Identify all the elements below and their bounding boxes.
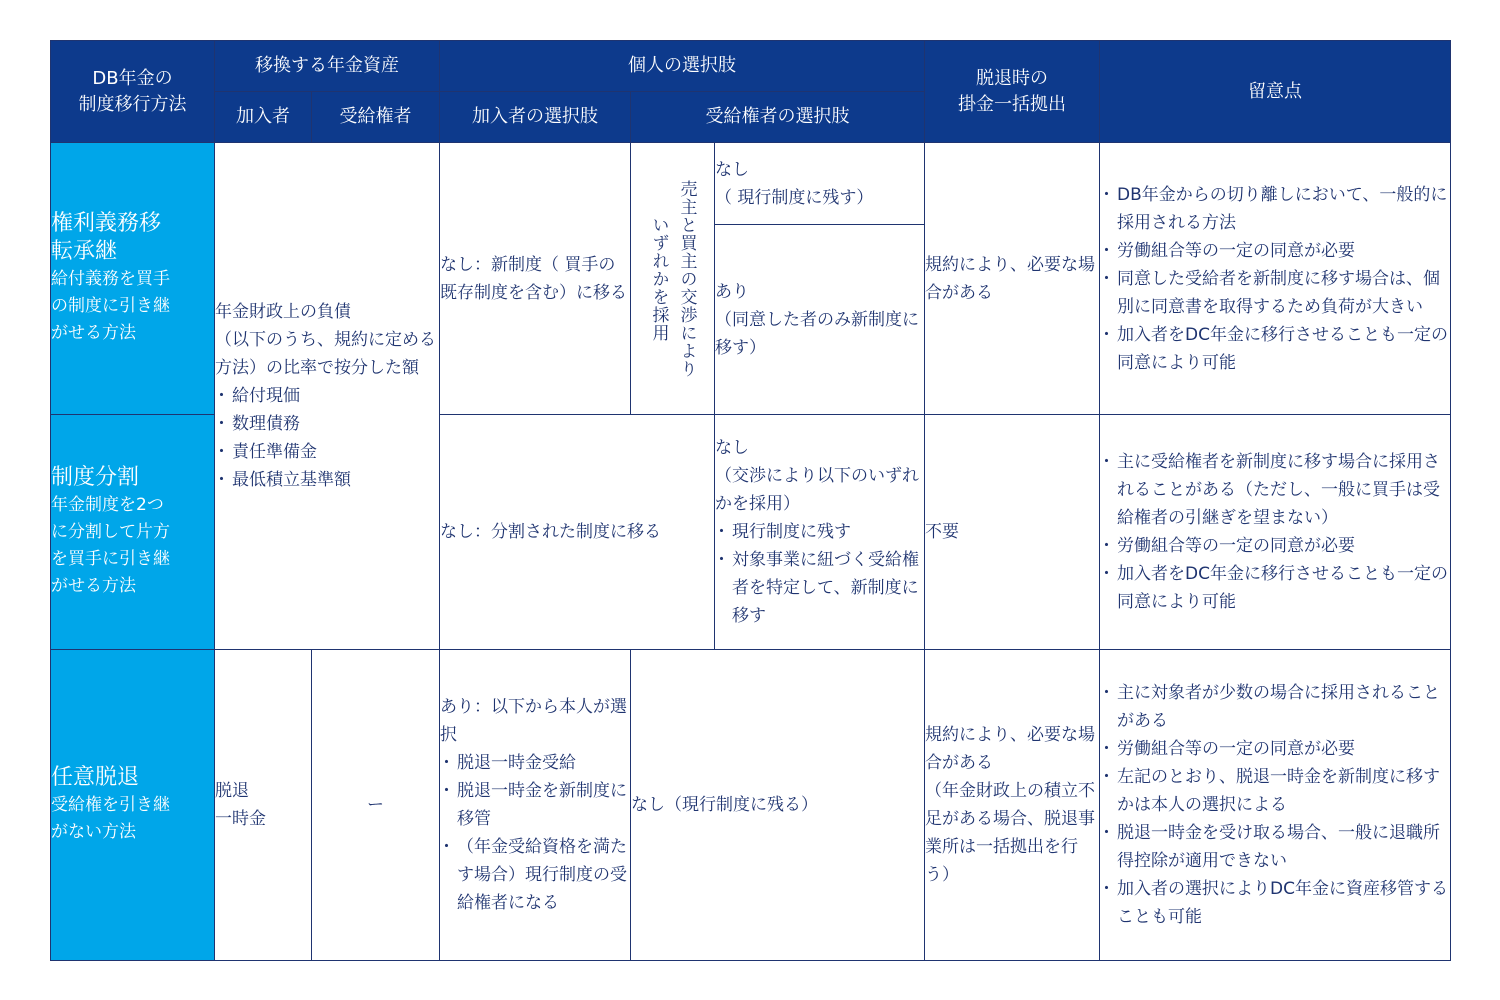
list-item: ・ 労働組合等の一定の同意が必要	[1100, 735, 1450, 763]
header-method: DB年金の 制度移行方法	[51, 41, 215, 143]
method-split	[51, 414, 215, 650]
method-transfer	[51, 143, 215, 415]
list-item: ・ 責任準備金	[215, 438, 439, 466]
assets-text: 年金財政上の負債 （以下のうち、規約に定める方法）の比率で按分した額	[215, 302, 436, 379]
method-split-title: 制度分割	[51, 465, 140, 491]
r3-assets-beneficiary: ー	[312, 650, 440, 961]
method-voluntary-title: 任意脱退	[51, 765, 140, 791]
header-choice-member: 加入者の選択肢	[440, 92, 631, 143]
list-item: ・ 主に受給権者を新制度に移す場合に採用されることがある（ただし、一般に買手は受給権者の引継ぎを望まない）	[1100, 448, 1450, 532]
list-item: ・ 加入者をDC年金に移行させることも一定の同意により可能	[1100, 560, 1450, 616]
method-transfer-title: 権利義務移 転承継	[51, 211, 162, 264]
method-transfer-sub: 給付義務を買手 の制度に引き継 がせる方法	[51, 269, 170, 343]
assets-cell	[215, 143, 440, 650]
r3-notes	[1100, 650, 1451, 961]
method-voluntary	[51, 650, 215, 961]
header-notes: 留意点	[1100, 41, 1451, 143]
r2-notes	[1100, 414, 1451, 650]
r3-withdraw: 規約により、必要な場合がある （年金財政上の積立不足がある場合、脱退事業所は一括拠出を行う）	[925, 650, 1100, 961]
list-item: ・ DB年金からの切り離しにおいて、一般的に採用される方法	[1100, 181, 1450, 237]
r2-member-choice: なし：分割された制度に移る	[440, 414, 715, 650]
r1-notes	[1100, 143, 1451, 415]
r1-withdraw: 規約により、必要な場合がある	[925, 143, 1100, 415]
list-item: ・ 加入者の選択によりDC年金に資産移管することも可能	[1100, 875, 1450, 931]
list-item: ・ 労働組合等の一定の同意が必要	[1100, 237, 1450, 265]
method-voluntary-sub: 受給権を引き継 がない方法	[51, 795, 170, 843]
list-item: ・ 脱退一時金受給	[440, 749, 630, 777]
r3-beneficiary: なし（現行制度に残る）	[631, 650, 925, 961]
list-item: ・ （年金受給資格を満たす場合）現行制度の受給権者になる	[440, 833, 630, 917]
r1-member-choice: なし：新制度（ 買手の既存制度を含む）に移る	[440, 143, 631, 415]
migration-methods-table	[50, 40, 1451, 961]
header-choice-beneficiary: 受給権者の選択肢	[631, 92, 925, 143]
assets-list	[215, 382, 439, 494]
header-choice: 個人の選択肢	[440, 41, 925, 92]
list-item: ・ 脱退一時金を新制度に移管	[440, 777, 630, 833]
header-assets: 移換する年金資産	[215, 41, 440, 92]
method-split-sub: 年金制度を2つ に分割して片方 を買手に引き継 がせる方法	[51, 495, 170, 597]
r1-beneficiary-b: あり （同意した者のみ新制度に移す）	[715, 225, 925, 414]
list-item: ・ 加入者をDC年金に移行させることも一定の同意により可能	[1100, 321, 1450, 377]
header-assets-beneficiary: 受給権者	[312, 92, 440, 143]
r1-beneficiary-a: なし （ 現行制度に残す）	[715, 143, 925, 225]
r3-assets-member: 脱退 一時金	[215, 650, 312, 961]
list-item: ・ 左記のとおり、脱退一時金を新制度に移すかは本人の選択による	[1100, 763, 1450, 819]
list-item: ・ 労働組合等の一定の同意が必要	[1100, 532, 1450, 560]
r3-member-choice: あり：以下から本人が選択 ・ 脱退一時金受給 ・ 脱退一時金を新制度に移管 ・ （年金受給資格を満たす場合）現行制度の受給権者になる	[440, 650, 631, 961]
r2-withdraw: 不要	[925, 414, 1100, 650]
list-item: ・ 給付現価	[215, 382, 439, 410]
list-item: ・ 数理債務	[215, 410, 439, 438]
r2-beneficiary: なし （交渉により以下のいずれかを採用） ・ 現行制度に残す ・ 対象事業に紐づく受給権者を特定して、新制度に移す	[715, 414, 925, 650]
list-item: ・ 対象事業に紐づく受給権者を特定して、新制度に移す	[715, 546, 924, 630]
r1-negotiation: 売主と買主の交渉により いずれかを採用	[631, 143, 715, 415]
header-withdraw: 脱退時の 掛金一括拠出	[925, 41, 1100, 143]
header-assets-member: 加入者	[215, 92, 312, 143]
list-item: ・ 主に対象者が少数の場合に採用されることがある	[1100, 679, 1450, 735]
list-item: ・ 同意した受給者を新制度に移す場合は、個別に同意書を取得するため負荷が大きい	[1100, 265, 1450, 321]
list-item: ・ 最低積立基準額	[215, 466, 439, 494]
list-item: ・ 脱退一時金を受け取る場合、一般に退職所得控除が適用できない	[1100, 819, 1450, 875]
list-item: ・ 現行制度に残す	[715, 518, 924, 546]
